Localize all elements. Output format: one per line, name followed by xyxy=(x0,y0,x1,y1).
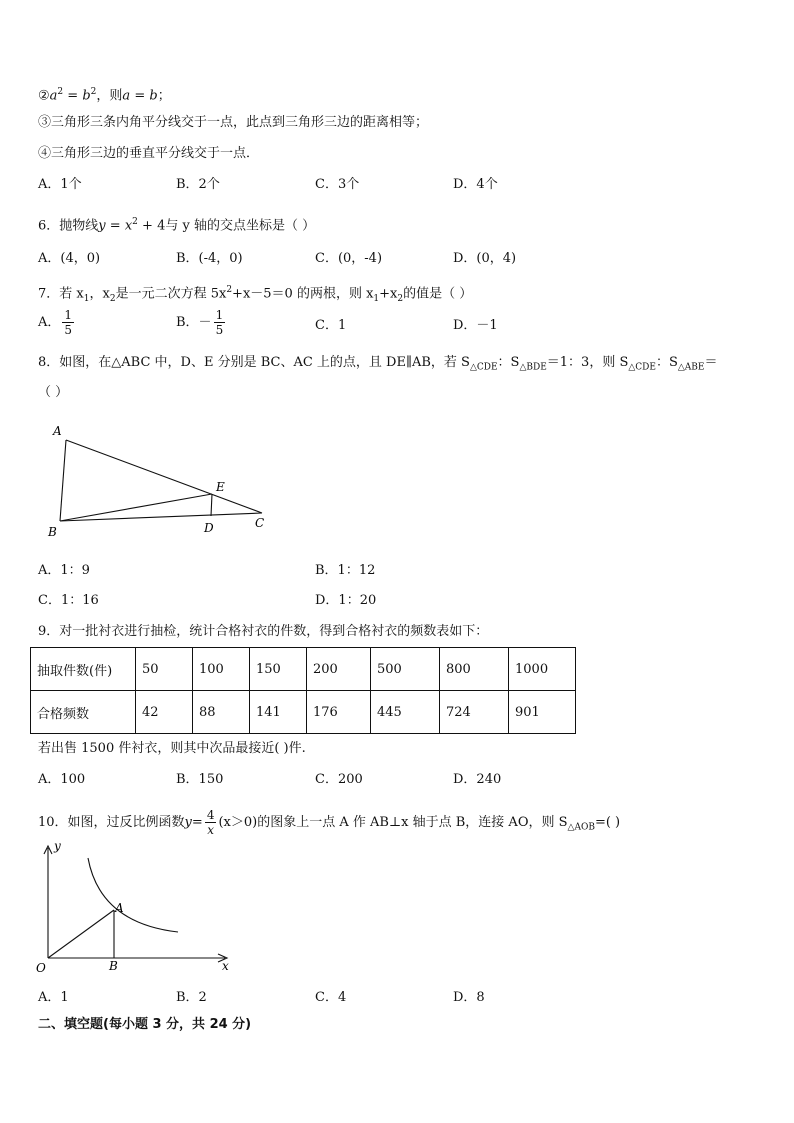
fig10-label-x: x xyxy=(222,959,229,973)
table-cell: 176 xyxy=(307,691,371,734)
table-cell: 88 xyxy=(193,691,250,734)
table-cell: 141 xyxy=(250,691,307,734)
q6-option-c[interactable]: C．(0，-4) xyxy=(315,251,383,266)
table-cell: 901 xyxy=(509,691,576,734)
table-cell: 445 xyxy=(371,691,440,734)
q6-option-a[interactable]: A．(4，0) xyxy=(38,251,101,266)
table-cell: 50 xyxy=(136,648,193,691)
table-cell: 724 xyxy=(440,691,509,734)
statement-2: $②a^2 = b^2$，则a = b； xyxy=(38,87,171,104)
statement-3: ③三角形三条内角平分线交于一点，此点到三角形三边的距离相等； xyxy=(38,115,429,130)
frequency-table xyxy=(30,647,576,734)
q9-stem: 9．对一批衬衣进行抽检，统计合格衬衣的件数，得到合格衬衣的频数表如下： xyxy=(38,624,489,639)
table-cell: 800 xyxy=(440,648,509,691)
q8-option-a[interactable]: A．1：9 xyxy=(38,563,90,578)
q5-option-c[interactable]: C．3个 xyxy=(315,177,360,192)
table-cell: 150 xyxy=(250,648,307,691)
q6-option-d[interactable]: D．(0，4) xyxy=(453,251,517,266)
fig10-label-a: A xyxy=(115,901,124,915)
q10-option-b[interactable]: B．2 xyxy=(176,990,207,1005)
q7-option-d[interactable]: D．－1 xyxy=(453,318,498,333)
q8-option-d[interactable]: D．1：20 xyxy=(315,593,377,608)
q5-option-a[interactable]: A．1个 xyxy=(38,177,82,192)
q8-option-c[interactable]: C．1：16 xyxy=(38,593,99,608)
fig8-label-d: D xyxy=(204,521,214,535)
fig10-label-y: y xyxy=(54,839,61,853)
q6-stem: 6．抛物线$y = x^2 + 4$与 y 轴的交点坐标是（ ） xyxy=(38,217,316,234)
table-cell: 抽取件数(件) xyxy=(31,648,136,691)
table-row xyxy=(31,691,576,734)
q6-option-b[interactable]: B．(-4，0) xyxy=(176,251,243,266)
q9-option-d[interactable]: D．240 xyxy=(453,772,502,787)
q8-triangle-figure xyxy=(40,420,280,540)
fig8-label-e: E xyxy=(216,480,225,494)
q9-option-a[interactable]: A．100 xyxy=(38,772,86,787)
q5-option-d[interactable]: D．4个 xyxy=(453,177,498,192)
q7-option-a[interactable]: A． $\frac{1}{5}$ xyxy=(38,308,73,337)
fig8-label-c: C xyxy=(255,516,265,530)
q9-option-b[interactable]: B．150 xyxy=(176,772,224,787)
table-cell: 200 xyxy=(307,648,371,691)
q10-stem: 10．如图，过反比例函数y= $\frac{4}{x} (x>0)$的图象上一点 A 作 AB⊥x 轴于点 B，连接 AO，则 $S_{\triangle AOB}=$( ) xyxy=(38,808,621,837)
q8-stem-cont: （ ） xyxy=(38,385,69,400)
q8-option-b[interactable]: B．1：12 xyxy=(315,563,376,578)
fig10-label-b: B xyxy=(109,959,118,973)
q10-graph-figure xyxy=(30,838,240,978)
table-cell: 合格频数 xyxy=(31,691,136,734)
q8-stem: 8．如图，在△ABC 中，D、E 分别是 BC、AC 上的点，且 DE∥AB，若 $S_{\triangle CDE}$：$S_{\triangle BDE}=1$：3，则 $S_{\triangle CDE}$：$S_{\triangle ABE}=$ xyxy=(38,355,718,373)
fig8-label-b: B xyxy=(48,525,57,539)
q9-option-c[interactable]: C．200 xyxy=(315,772,363,787)
q7-option-b[interactable]: B．－ $\frac{1}{5}$ xyxy=(176,308,224,337)
q7-stem: 7．若 $x_1$，$x_2$是一元二次方程 $5x^2+x-5=0$ 的两根，则 $x_1+x_2$的值是（ ） xyxy=(38,285,473,304)
q10-option-d[interactable]: D．8 xyxy=(453,990,485,1005)
q10-option-c[interactable]: C．4 xyxy=(315,990,347,1005)
table-cell: 100 xyxy=(193,648,250,691)
q5-option-b[interactable]: B．2个 xyxy=(176,177,220,192)
q7-option-c[interactable]: C．1 xyxy=(315,318,347,333)
section-heading: 二、填空题(每小题 3 分，共 24 分) xyxy=(38,1017,252,1032)
table-cell: 1000 xyxy=(509,648,576,691)
table-row xyxy=(31,648,576,691)
q9-followup: 若出售 1500 件衬衣，则其中次品最接近( )件. xyxy=(38,741,306,756)
q10-option-a[interactable]: A．1 xyxy=(38,990,69,1005)
fig10-label-o: O xyxy=(36,961,46,975)
table-cell: 42 xyxy=(136,691,193,734)
fig8-label-a: A xyxy=(53,424,62,438)
table-cell: 500 xyxy=(371,648,440,691)
statement-4: ④三角形三边的垂直平分线交于一点． xyxy=(38,146,260,161)
